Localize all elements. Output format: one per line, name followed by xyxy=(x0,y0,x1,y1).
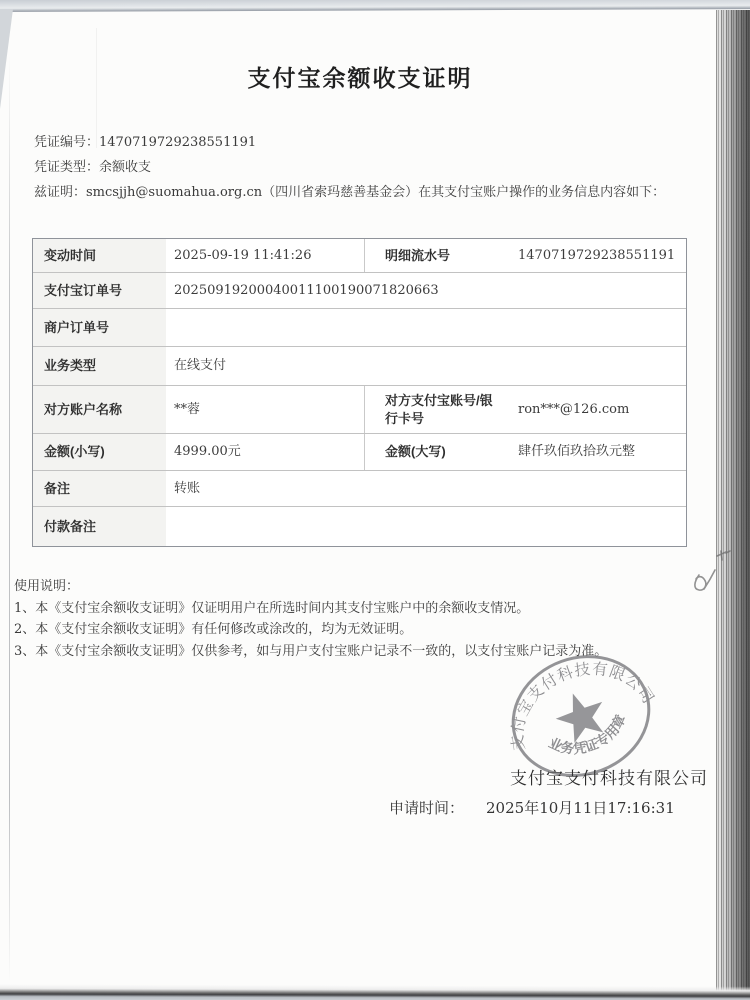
handwritten-mark xyxy=(686,549,732,603)
row-value2: ron***@126.com xyxy=(518,401,630,417)
row-label2: 对方支付宝账号/银行卡号 xyxy=(364,386,506,433)
row-value: 4999.00元 xyxy=(174,444,241,460)
seal-banner-text: 业务凭证专用章 xyxy=(546,712,629,757)
table-row xyxy=(33,272,686,308)
apply-time-line xyxy=(389,797,675,818)
detail-table xyxy=(32,238,687,547)
row-label: 对方账户名称 xyxy=(33,386,166,433)
row-label: 备注 xyxy=(33,471,166,506)
note-item: 1、本《支付宝余额收支证明》仅证明用户在所选时间内其支付宝账户中的余额收支情况。 xyxy=(14,600,530,616)
note-item: 3、本《支付宝余额收支证明》仅供参考，如与用户支付宝账户记录不一致的，以支付宝账户记录为准。 xyxy=(14,643,608,659)
row-label: 变动时间 xyxy=(33,239,166,272)
scan-edge-top xyxy=(0,0,750,12)
voucher-type-line xyxy=(34,156,151,175)
scan-edge-left xyxy=(9,55,10,982)
voucher-number-label: 凭证编号： xyxy=(34,135,100,150)
row-label: 支付宝订单号 xyxy=(33,273,166,308)
seal-ring-text: 支付宝支付科技有限公司 xyxy=(509,660,657,752)
note-item: 2、本《支付宝余额收支证明》有任何修改或涂改的，均为无效证明。 xyxy=(14,622,413,637)
scan-corner-top-left xyxy=(0,9,13,109)
scan-edge-bottom xyxy=(0,984,750,1000)
usage-notes-heading: 使用说明： xyxy=(14,579,80,594)
row-value xyxy=(166,309,686,346)
row-value2: 1470719729238551191 xyxy=(518,247,676,263)
table-row xyxy=(33,308,686,346)
scan-edge-right xyxy=(716,10,750,994)
row-value: **蓉 xyxy=(174,401,201,417)
company-name: 支付宝支付科技有限公司 xyxy=(510,769,708,788)
page-title: 支付宝余额收支证明 xyxy=(247,65,473,91)
table-row xyxy=(33,346,686,385)
voucher-type-value: 余额收支 xyxy=(99,160,152,175)
row-value2: 肆仟玖佰玖拾玖元整 xyxy=(518,444,636,460)
row-label2: 金额(大写) xyxy=(364,434,506,470)
voucher-type-label: 凭证类型： xyxy=(34,160,100,175)
certify-line xyxy=(34,181,665,200)
certify-text: smcsjjh@suomahua.org.cn（四川省索玛慈善基金会）在其支付宝账户操作的业务信息内容如下： xyxy=(86,185,666,200)
row-value: 2025-09-19 11:41:26 xyxy=(174,247,312,263)
apply-time-value: 2025年10月11日17:16:31 xyxy=(486,799,675,817)
row-label: 付款备注 xyxy=(33,507,166,546)
row-value: 20250919200040011100190071820663 xyxy=(174,282,439,298)
row-value xyxy=(166,507,686,546)
row-label: 业务类型 xyxy=(33,347,166,385)
row-value: 在线支付 xyxy=(174,358,227,374)
table-row xyxy=(33,470,686,506)
row-label: 金额(小写) xyxy=(33,434,166,470)
row-value: 转账 xyxy=(174,480,201,496)
table-row xyxy=(33,433,686,470)
row-label2: 明细流水号 xyxy=(364,239,506,272)
row-label: 商户订单号 xyxy=(33,309,166,346)
voucher-number-value: 1470719729238551191 xyxy=(99,135,257,150)
certify-label: 兹证明： xyxy=(34,185,87,200)
voucher-number-line xyxy=(34,131,256,150)
apply-time-label: 申请时间： xyxy=(389,799,465,817)
table-row xyxy=(33,506,686,546)
table-row xyxy=(33,385,686,433)
table-row xyxy=(33,239,686,272)
